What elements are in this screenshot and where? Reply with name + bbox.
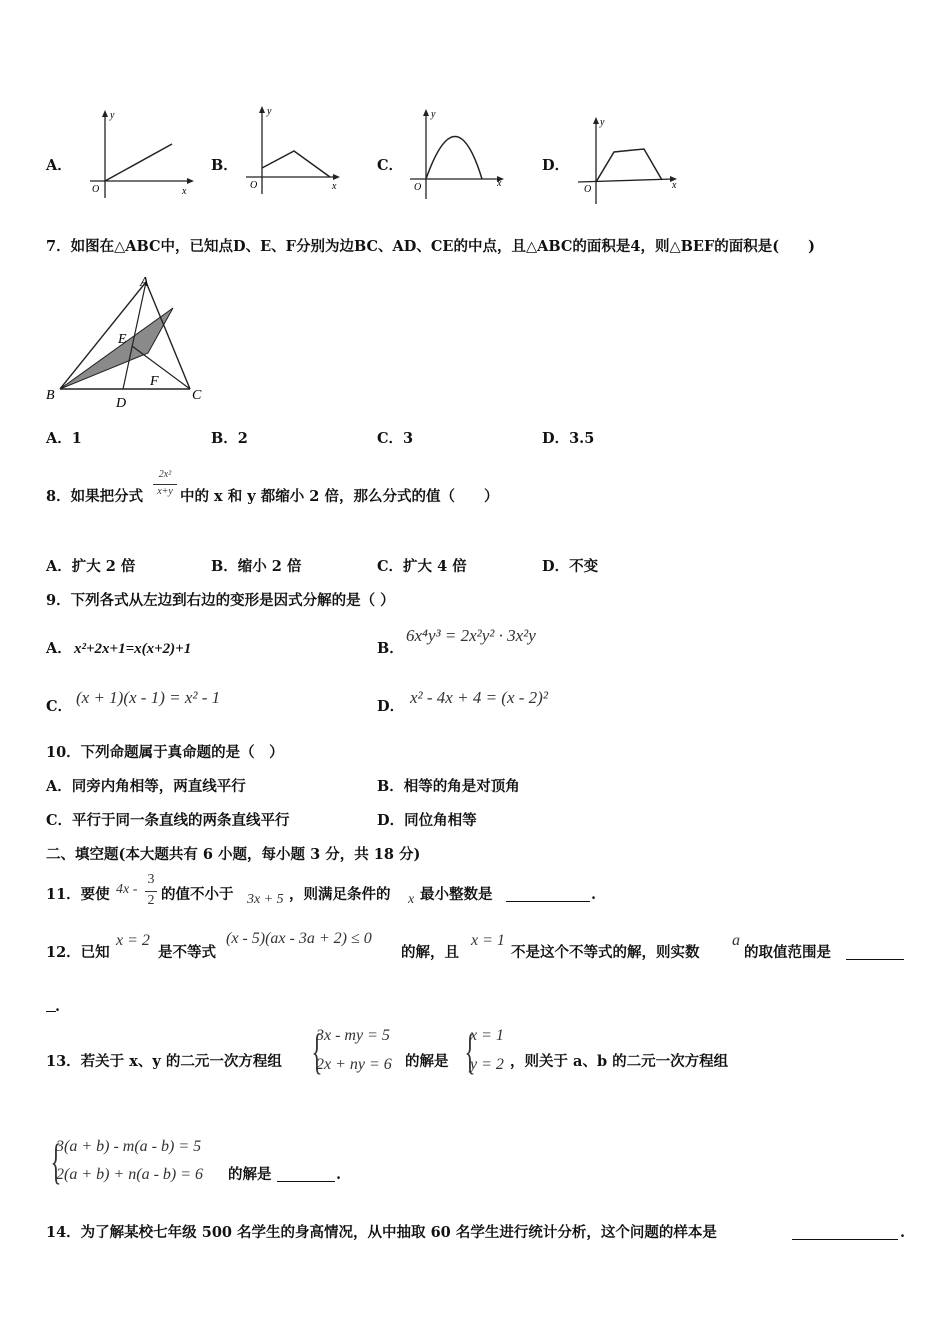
q11-expr2: 3x + 5 bbox=[247, 892, 284, 907]
q14-end: . bbox=[900, 1224, 906, 1241]
graph-d-o: O bbox=[584, 184, 592, 195]
q11-expr1-den: 2 bbox=[147, 893, 155, 908]
q12-prefix: 12．已知 bbox=[46, 944, 110, 961]
q12-end: . bbox=[55, 998, 61, 1015]
option-b-label: B． bbox=[211, 157, 238, 174]
q13-sys2-eq1: 3(a + b) - m(a - b) = 5 bbox=[56, 1138, 202, 1155]
option-a-label: A． bbox=[46, 157, 72, 174]
q8-prefix: 8．如果把分式 bbox=[46, 488, 144, 505]
q12-var: a bbox=[732, 932, 740, 949]
q7-option-d: D．3.5 bbox=[542, 430, 595, 447]
q8-option-a: A．扩大 2 倍 bbox=[46, 558, 136, 575]
label-c: C bbox=[192, 388, 202, 403]
q12-ineq: (x - 5)(ax - 3a + 2) ≤ 0 bbox=[226, 930, 372, 947]
q13-sol-eq1: x = 1 bbox=[470, 1027, 504, 1044]
q11-answer-blank[interactable] bbox=[506, 901, 590, 902]
q12-answer-blank[interactable] bbox=[846, 959, 904, 960]
label-f: F bbox=[150, 374, 159, 389]
graph-c-y: y bbox=[431, 109, 436, 120]
q9-d-expr: x² - 4x + 4 = (x - 2)² bbox=[410, 688, 548, 707]
q8-frac-den: x+y bbox=[157, 486, 173, 497]
graph-a bbox=[90, 108, 200, 198]
graph-b-x: x bbox=[332, 181, 337, 192]
q11-var: x bbox=[408, 892, 415, 907]
q9-a-expr: x²+2x+1=x(x+2)+1 bbox=[74, 641, 192, 657]
q7-option-c: C．3 bbox=[377, 430, 414, 447]
q12-mid1: 是不等式 bbox=[158, 944, 216, 961]
q14-text: 14．为了解某校七年级 500 名学生的身高情况，从中抽取 60 名学生进行统计分析，这个问题的样本是 bbox=[46, 1224, 717, 1241]
q8-option-d: D．不变 bbox=[542, 558, 599, 575]
q13-sol-eq2: y = 2 bbox=[470, 1056, 504, 1073]
q9-b-label: B． bbox=[377, 640, 404, 657]
q13-end: . bbox=[336, 1166, 342, 1183]
q7-text: 7．如图在△ABC中，已知点D、E、F分别为边BC、AD、CE的中点，且△ABC的面积是4，则△BEF的面积是( ) bbox=[46, 238, 815, 255]
graph-b-y: y bbox=[267, 106, 272, 117]
q7-option-b: B．2 bbox=[211, 430, 248, 447]
q8-frac-bar bbox=[153, 484, 177, 485]
graph-a-y: y bbox=[110, 110, 115, 121]
q11-frac-bar bbox=[145, 891, 157, 892]
section-2-heading: 二、填空题(本大题共有 6 小题，每小题 3 分，共 18 分) bbox=[46, 846, 421, 863]
q11-end: . bbox=[591, 886, 597, 903]
q7-option-a: A．1 bbox=[46, 430, 82, 447]
q12-suffix: 的取值范围是 bbox=[744, 944, 831, 961]
graph-c bbox=[410, 104, 510, 199]
graph-d bbox=[578, 112, 683, 207]
q13-sys2-eq2: 2(a + b) + n(a - b) = 6 bbox=[56, 1166, 204, 1183]
graph-d-y: y bbox=[600, 117, 605, 128]
graph-a-x: x bbox=[182, 186, 187, 197]
q11-prefix: 11．要使 bbox=[46, 886, 110, 903]
q11-mid: 的值不小于 bbox=[161, 886, 234, 903]
q9-b-expr: 6x⁴y³ = 2x²y² · 3x²y bbox=[406, 626, 536, 645]
q11-suffix: 最小整数是 bbox=[420, 886, 493, 903]
q9-d-label: D． bbox=[377, 698, 405, 715]
q13-sol-brace: { bbox=[464, 1023, 476, 1079]
q12-cond1: x = 2 bbox=[116, 932, 150, 949]
graph-c-x: x bbox=[497, 178, 502, 189]
q13-answer-blank[interactable] bbox=[277, 1181, 335, 1182]
q8-option-b: B．缩小 2 倍 bbox=[211, 558, 302, 575]
q11-expr1-left: 4x - bbox=[116, 882, 138, 897]
graph-b-o: O bbox=[250, 180, 258, 191]
q13-sys1-brace: { bbox=[311, 1023, 323, 1079]
q10-option-a: A．同旁内角相等，两直线平行 bbox=[46, 778, 246, 795]
q13-mid2: ，则关于 a、b 的二元一次方程组 bbox=[510, 1053, 729, 1070]
q11-expr1-num: 3 bbox=[147, 872, 155, 887]
q11-mid2: ，则满足条件的 bbox=[289, 886, 391, 903]
graph-c-o: O bbox=[414, 182, 422, 193]
graph-b bbox=[246, 104, 346, 194]
q9-a-label: A． bbox=[46, 640, 72, 657]
q13-sys1-eq1: 3x - my = 5 bbox=[316, 1027, 390, 1044]
q9-c-expr: (x + 1)(x - 1) = x² - 1 bbox=[76, 688, 221, 707]
graph-d-x: x bbox=[672, 180, 677, 191]
label-a: A bbox=[140, 275, 149, 290]
graph-a-o: O bbox=[92, 184, 100, 195]
option-c-label: C． bbox=[377, 157, 404, 174]
q13-prefix: 13．若关于 x、y 的二元一次方程组 bbox=[46, 1053, 282, 1070]
triangle-figure bbox=[40, 272, 220, 412]
label-e: E bbox=[118, 332, 127, 347]
q9-text: 9．下列各式从左边到右边的变形是因式分解的是（ ） bbox=[46, 592, 395, 609]
q10-text: 10．下列命题属于真命题的是（ ） bbox=[46, 744, 284, 761]
label-b: B bbox=[46, 388, 55, 403]
q8-frac-num: 2x² bbox=[158, 469, 172, 480]
q9-c-label: C． bbox=[46, 698, 73, 715]
q10-option-b: B．相等的角是对顶角 bbox=[377, 778, 520, 795]
q12-mid2: 的解，且 bbox=[401, 944, 459, 961]
q13-mid: 的解是 bbox=[405, 1053, 449, 1070]
q10-option-d: D．同位角相等 bbox=[377, 812, 477, 829]
q14-answer-blank[interactable] bbox=[792, 1239, 898, 1240]
q12-cond2: x = 1 bbox=[471, 932, 505, 949]
q8-suffix: 中的 x 和 y 都缩小 2 倍，那么分式的值（ ） bbox=[180, 488, 499, 505]
q13-sys1-eq2: 2x + ny = 6 bbox=[316, 1056, 392, 1073]
q8-option-c: C．扩大 4 倍 bbox=[377, 558, 467, 575]
q13-sys2-brace: { bbox=[50, 1133, 62, 1189]
option-d-label: D． bbox=[542, 157, 570, 174]
q12-mid3: 不是这个不等式的解，则实数 bbox=[511, 944, 700, 961]
q10-option-c: C．平行于同一条直线的两条直线平行 bbox=[46, 812, 290, 829]
label-d: D bbox=[116, 396, 127, 411]
q13-suffix: 的解是 bbox=[228, 1166, 272, 1183]
